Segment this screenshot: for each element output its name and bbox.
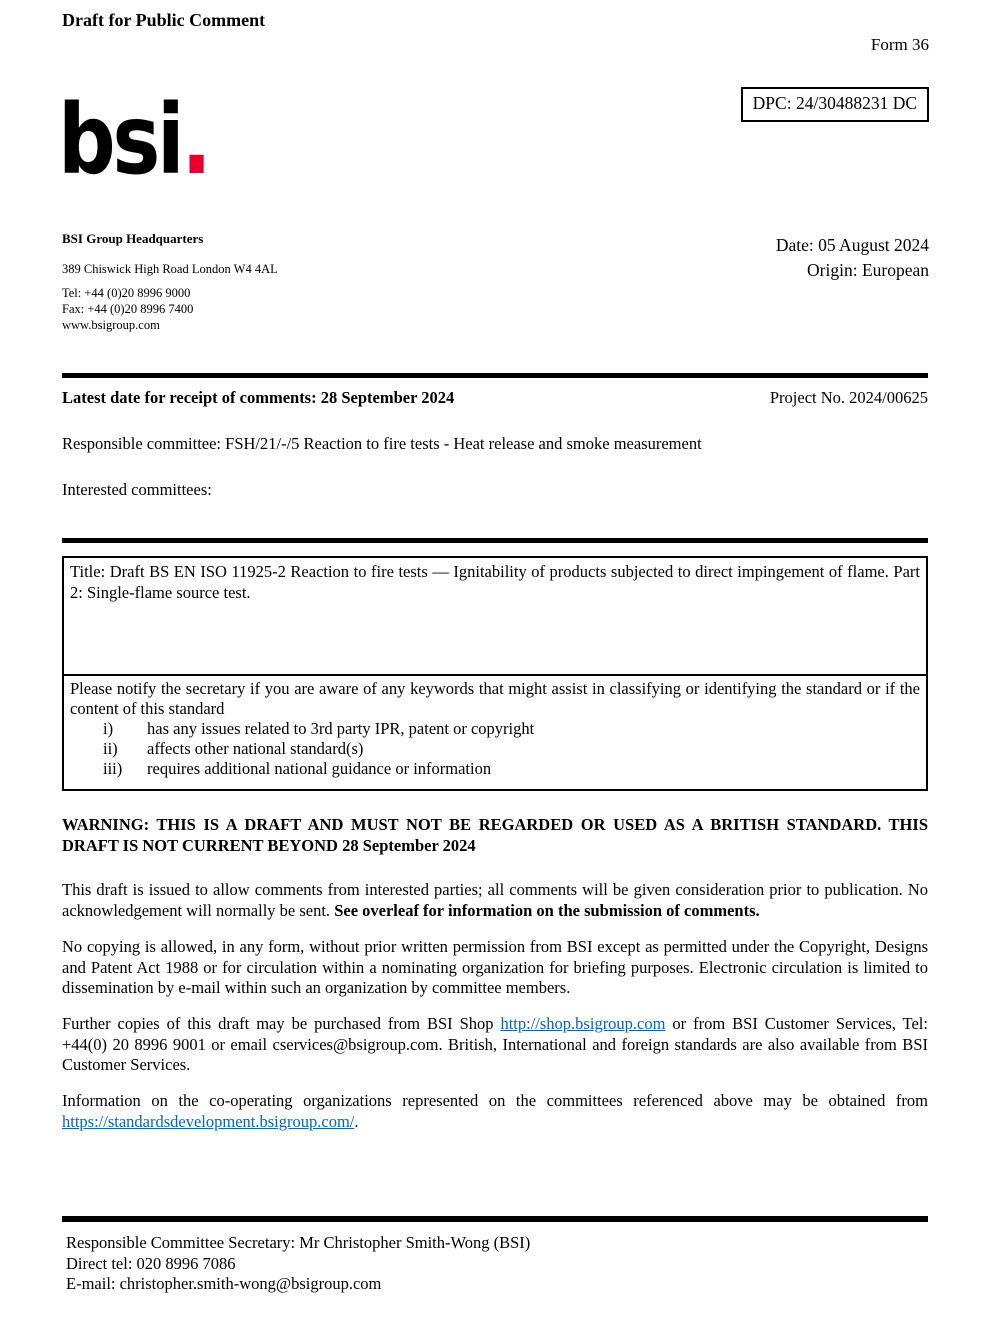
latest-date-for-comments: Latest date for receipt of comments: 28 September 2024 — [62, 388, 455, 407]
cooperating-orgs-before: Information on the co-operating organizations represented on the committees referenced above may be obtained from — [62, 1091, 928, 1110]
standard-title-text: Title: Draft BS EN ISO 11925-2 Reaction to fire tests — Ignitability of products subjected to direct impingement of flame. Part 2: Single-flame source test. — [70, 562, 920, 602]
form-number: Form 36 — [870, 35, 929, 54]
paragraph-cooperating-orgs — [62, 1091, 928, 1132]
paragraph-comments-notice — [62, 880, 928, 921]
keywords-item-2-text: affects other national standard(s) — [147, 739, 364, 758]
comments-notice-text: This draft is issued to allow comments from interested parties; all comments will be given consideration prior to publication. No acknowledgement will normally be sent. — [62, 880, 928, 920]
project-number: Project No. 2024/00625 — [769, 388, 928, 407]
secretary-email: E-mail: christopher.smith-wong@bsigroup.com — [66, 1274, 382, 1293]
title-box — [62, 556, 928, 676]
keywords-item-1-marker: i) — [103, 719, 114, 738]
headquarters-block — [62, 231, 278, 333]
committee-secretary: Responsible Committee Secretary: Mr Christopher Smith-Wong (BSI) — [66, 1233, 531, 1252]
keywords-item-3-text: requires additional national guidance or information — [147, 759, 492, 778]
divider-middle — [62, 538, 928, 543]
form-boxes — [62, 556, 928, 791]
keywords-box — [62, 676, 928, 791]
secretary-direct-tel: Direct tel: 020 8996 7086 — [66, 1253, 236, 1273]
date-origin-block — [776, 233, 929, 283]
paragraph-copyright-notice: No copying is allowed, in any form, without prior written permission from BSI except as permitted under the Copyright, Designs and Patent Act 1988 or for circulation within a nominating organization for briefing purposes. Electronic circulation is limited to dissemination by e-mail within such an organization by committee members. — [62, 937, 928, 997]
standards-development-link[interactable]: https://standardsdevelopment.bsigroup.com/ — [62, 1111, 355, 1131]
divider-bottom — [62, 1216, 928, 1222]
keywords-item-2 — [70, 739, 920, 759]
comments-meta-row — [62, 388, 928, 408]
hq-address: 389 Chiswick High Road London W4 4AL — [62, 262, 278, 276]
dpc-box — [741, 87, 929, 122]
bsi-logo-dot: . — [181, 84, 209, 196]
bsi-shop-link[interactable]: http://shop.bsigroup.com — [500, 1014, 666, 1033]
date-line: Date: 05 August 2024 — [775, 235, 929, 255]
hq-website: www.bsigroup.com — [62, 318, 160, 332]
hq-tel: Tel: +44 (0)20 8996 9000 — [62, 286, 191, 300]
interested-committees: Interested committees: — [62, 480, 212, 499]
footer-contact-block — [66, 1233, 926, 1295]
purchase-info-before: Further copies of this draft may be purchased from BSI Shop — [62, 1014, 501, 1033]
dpc-number: DPC: 24/30488231 DC — [752, 93, 917, 113]
draft-warning: WARNING: THIS IS A DRAFT AND MUST NOT BE REGARDED OR USED AS A BRITISH STANDARD. THIS DRAFT IS NOT CURRENT BEYOND 28 September 2024 — [62, 815, 928, 855]
paragraph-purchase-info — [62, 1014, 928, 1076]
responsible-committee: Responsible committee: FSH/21/-/5 Reaction to fire tests - Heat release and smoke measurement — [62, 434, 702, 453]
keywords-item-3-marker: iii) — [103, 759, 123, 778]
purchase-info-after: or from BSI Customer Services, Tel: +44(0) 20 8996 9001 or email cservices@bsigroup.com. British, International and foreign standards are also available from BSI Customer Services. — [62, 1014, 928, 1074]
divider-top — [62, 373, 928, 378]
cooperating-orgs-after: . — [354, 1111, 359, 1131]
hq-title: BSI Group Headquarters — [62, 231, 204, 246]
bsi-logo — [58, 84, 209, 196]
keywords-item-1 — [70, 719, 920, 739]
keywords-item-1-text: has any issues related to 3rd party IPR, patent or copyright — [147, 719, 535, 738]
keywords-intro: Please notify the secretary if you are aware of any keywords that might assist in classifying or identifying the standard or if the content of this standard — [70, 679, 920, 718]
origin-line: Origin: European — [807, 260, 929, 280]
draft-label: Draft for Public Comment — [62, 10, 266, 30]
keywords-item-3 — [70, 759, 920, 779]
hq-fax: Fax: +44 (0)20 8996 7400 — [62, 302, 194, 316]
see-overleaf-note: See overleaf for information on the submission of comments. — [334, 900, 760, 920]
bsi-logo-text: bsi — [58, 84, 182, 196]
keywords-item-2-marker: ii) — [103, 739, 118, 758]
